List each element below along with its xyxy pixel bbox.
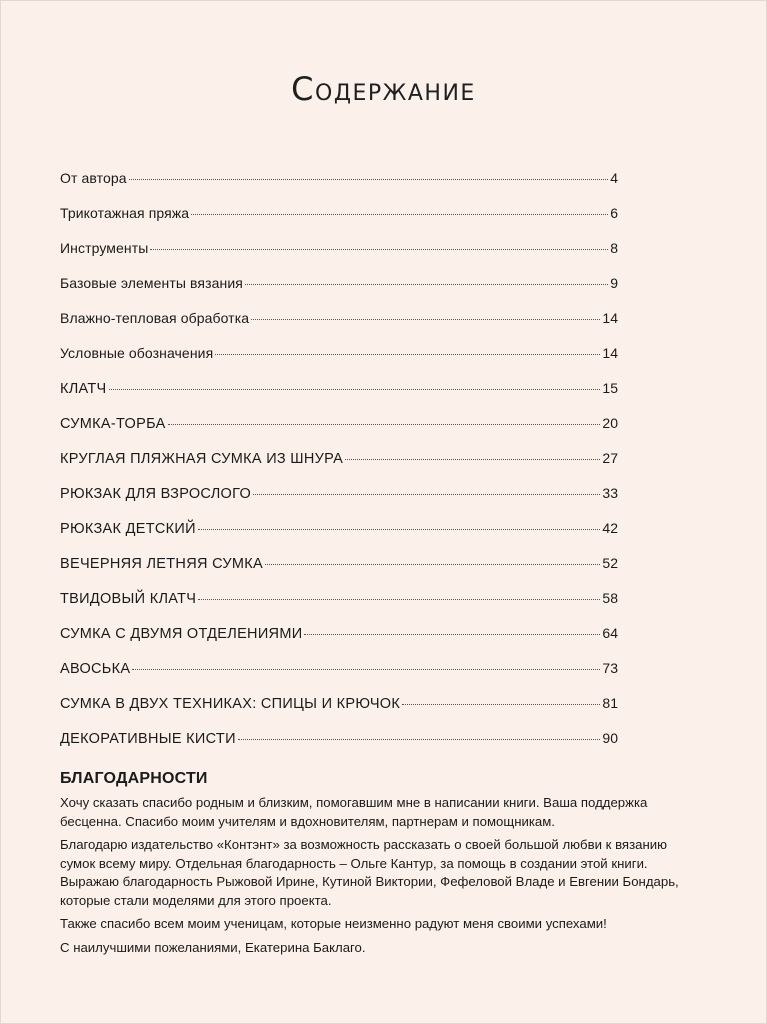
toc-entry-page-number: 90: [602, 730, 618, 746]
acknowledgements-paragraph: Благодарю издательство «Контэнт» за возможность рассказать о своей большой любви к вязанию сумок всему миру. Отдельная благодарность – Ольге Кантур, за помощь в создании этой книги. Выражаю благодарность Рыжовой Ирине, Кутиной Виктории, Фефеловой Владе и Евгении Бондарь, которые стали моделями для этого проекта.: [60, 837, 679, 908]
toc-dot-leader: [238, 739, 601, 740]
toc-entry-title: Инструменты: [60, 240, 149, 256]
toc-dot-leader: [109, 389, 601, 390]
toc-entry-page-number: 4: [610, 170, 618, 186]
toc-entry-title: ДЕКОРАТИВНЫЕ КИСТИ: [60, 731, 236, 747]
toc-dot-leader: [304, 634, 600, 635]
toc-dot-leader: [265, 564, 600, 565]
toc-entry-title: Базовые элементы вязания: [60, 275, 243, 291]
toc-entry[interactable]: [60, 590, 618, 625]
toc-entry-title: ВЕЧЕРНЯЯ ЛЕТНЯЯ СУМКА: [60, 556, 263, 572]
toc-entry-page-number: 27: [602, 450, 618, 466]
toc-entry-page-number: 73: [602, 660, 618, 676]
toc-entry-title: Трикотажная пряжа: [60, 205, 190, 221]
toc-entry-title: ТВИДОВЫЙ КЛАТЧ: [60, 591, 197, 607]
toc-entry-title: СУМКА-ТОРБА: [60, 416, 166, 432]
toc-entry[interactable]: [60, 520, 618, 555]
toc-entry-title: От автора: [60, 170, 127, 186]
toc-dot-leader: [198, 529, 601, 530]
table-of-contents: [60, 170, 618, 765]
toc-entry-page-number: 33: [602, 485, 618, 501]
toc-entry[interactable]: [60, 485, 618, 520]
toc-entry-page-number: 20: [602, 415, 618, 431]
toc-entry[interactable]: [60, 625, 618, 660]
toc-dot-leader: [402, 704, 600, 705]
toc-entry[interactable]: [60, 415, 618, 450]
toc-entry-title: РЮКЗАК ДЕТСКИЙ: [60, 521, 196, 537]
toc-entry-title: РЮКЗАК ДЛЯ ВЗРОСЛОГО: [60, 486, 252, 502]
toc-entry-title: АВОСЬКА: [60, 661, 131, 677]
toc-entry[interactable]: [60, 695, 618, 730]
toc-dot-leader: [345, 459, 600, 460]
toc-entry-page-number: 9: [610, 275, 618, 291]
toc-entry-page-number: 42: [602, 520, 618, 536]
page-title: Содержание: [291, 70, 476, 108]
toc-dot-leader: [198, 599, 600, 600]
toc-entry[interactable]: [60, 310, 618, 345]
toc-dot-leader: [168, 424, 601, 425]
acknowledgements-paragraph: Хочу сказать спасибо родным и близким, помогавшим мне в написании книги. Ваша поддержка бесценна. Спасибо моим учителям и вдохновителям, партнерам и помощникам.: [60, 795, 648, 829]
toc-dot-leader: [191, 214, 608, 215]
toc-dot-leader: [253, 494, 600, 495]
toc-entry[interactable]: [60, 450, 618, 485]
toc-entry-title: СУМКА С ДВУМЯ ОТДЕЛЕНИЯМИ: [60, 626, 303, 642]
toc-dot-leader: [132, 669, 600, 670]
toc-entry-page-number: 14: [602, 345, 618, 361]
acknowledgements-title: БЛАГОДАРНОСТИ: [60, 770, 208, 787]
toc-dot-leader: [245, 284, 608, 285]
toc-entry-page-number: 81: [602, 695, 618, 711]
toc-entry-page-number: 14: [602, 310, 618, 326]
toc-entry[interactable]: [60, 275, 618, 310]
toc-dot-leader: [251, 319, 600, 320]
toc-entry[interactable]: [60, 345, 618, 380]
toc-entry[interactable]: [60, 380, 618, 415]
toc-entry[interactable]: [60, 240, 618, 275]
toc-entry-page-number: 58: [602, 590, 618, 606]
toc-dot-leader: [129, 179, 609, 180]
toc-entry-page-number: 6: [610, 205, 618, 221]
toc-entry[interactable]: [60, 660, 618, 695]
toc-entry-title: КЛАТЧ: [60, 381, 107, 397]
toc-dot-leader: [215, 354, 600, 355]
toc-entry-title: КРУГЛАЯ ПЛЯЖНАЯ СУМКА ИЗ ШНУРА: [60, 451, 344, 467]
toc-entry[interactable]: [60, 730, 618, 765]
toc-entry-page-number: 52: [602, 555, 618, 571]
toc-entry-page-number: 64: [602, 625, 618, 641]
toc-entry[interactable]: [60, 205, 618, 240]
acknowledgements-signature: С наилучшими пожеланиями, Екатерина Баклаго.: [60, 939, 366, 955]
toc-entry[interactable]: [60, 170, 618, 205]
toc-entry[interactable]: [60, 555, 618, 590]
toc-entry-page-number: 15: [602, 380, 618, 396]
acknowledgements-section: [60, 770, 700, 962]
toc-entry-title: Влажно-тепловая обработка: [60, 310, 250, 326]
toc-entry-title: СУМКА В ДВУХ ТЕХНИКАХ: СПИЦЫ И КРЮЧОК: [60, 696, 401, 712]
toc-entry-page-number: 8: [610, 240, 618, 256]
toc-dot-leader: [150, 249, 608, 250]
acknowledgements-paragraph: Также спасибо всем моим ученицам, которые неизменно радуют меня своими успехами!: [60, 916, 607, 931]
toc-entry-title: Условные обозначения: [60, 345, 214, 361]
